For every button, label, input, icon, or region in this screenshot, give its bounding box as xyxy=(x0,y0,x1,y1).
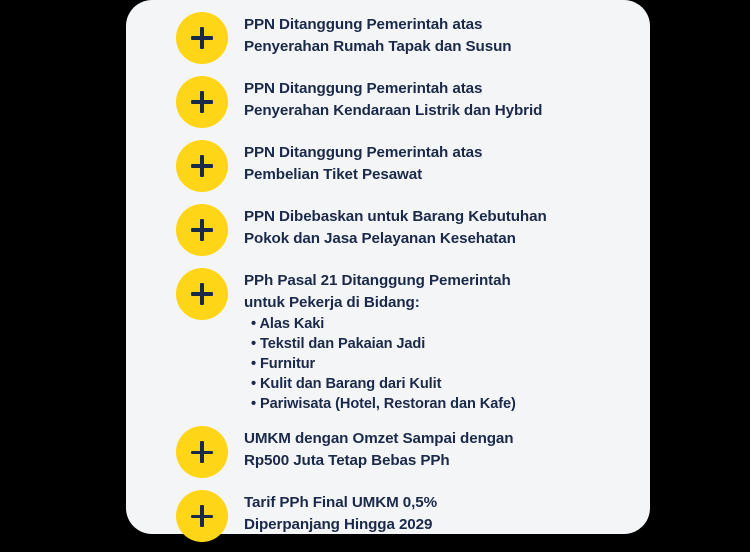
list-item xyxy=(126,488,650,542)
list-item-line: Penyerahan Rumah Tapak dan Susun xyxy=(244,37,512,55)
list-item xyxy=(126,424,650,478)
list-item-line: Penyerahan Kendaraan Listrik dan Hybrid xyxy=(244,101,543,119)
list-item-line: PPN Ditanggung Pemerintah atas xyxy=(244,16,483,33)
list-item-text xyxy=(228,424,513,471)
list-item xyxy=(126,202,650,256)
list-item-text xyxy=(228,266,516,414)
list-item xyxy=(126,266,650,414)
list-item xyxy=(126,74,650,128)
list-item-line: Pembelian Tiket Pesawat xyxy=(244,165,423,183)
sub-list-item: • Furnitur xyxy=(244,355,516,375)
list-item-text xyxy=(228,138,482,185)
plus-icon xyxy=(176,140,228,192)
list-item-line: UMKM dengan Omzet Sampai dengan xyxy=(244,430,514,448)
plus-icon xyxy=(176,204,228,256)
list-item-text xyxy=(228,74,542,121)
plus-icon xyxy=(176,76,228,128)
list-item-text xyxy=(228,488,437,535)
plus-icon xyxy=(176,490,228,542)
list-item-line: Rp500 Juta Tetap Bebas PPh xyxy=(244,451,450,469)
sub-list-item: • Kulit dan Barang dari Kulit xyxy=(244,375,516,395)
list-item xyxy=(126,138,650,192)
list-item-line: Tarif PPh Final UMKM 0,5% xyxy=(244,494,437,512)
list-item-line: Pokok dan Jasa Pelayanan Kesehatan xyxy=(244,229,516,247)
list-item-line: PPN Ditanggung Pemerintah atas xyxy=(244,144,483,161)
plus-icon xyxy=(176,12,228,64)
list-item-line: PPN Ditanggung Pemerintah atas xyxy=(244,80,483,97)
plus-icon xyxy=(176,268,228,320)
list-item-text xyxy=(228,202,547,249)
list-item-text xyxy=(228,10,511,57)
sub-list-item: • Pariwisata (Hotel, Restoran dan Kafe) xyxy=(244,395,516,415)
list-item-line: untuk Pekerja di Bidang: xyxy=(244,293,420,311)
list-item-line: PPh Pasal 21 Ditanggung Pemerintah xyxy=(244,272,511,289)
benefits-card xyxy=(126,0,650,534)
plus-icon xyxy=(176,426,228,478)
sub-list-item: • Alas Kaki xyxy=(244,315,516,335)
list-item xyxy=(126,10,650,64)
list-item-line: PPN Dibebaskan untuk Barang Kebutuhan xyxy=(244,208,547,225)
sub-list xyxy=(244,315,516,414)
list-item-line: Diperpanjang Hingga 2029 xyxy=(244,515,433,533)
benefits-list xyxy=(126,0,650,552)
sub-list-item: • Tekstil dan Pakaian Jadi xyxy=(244,335,516,355)
